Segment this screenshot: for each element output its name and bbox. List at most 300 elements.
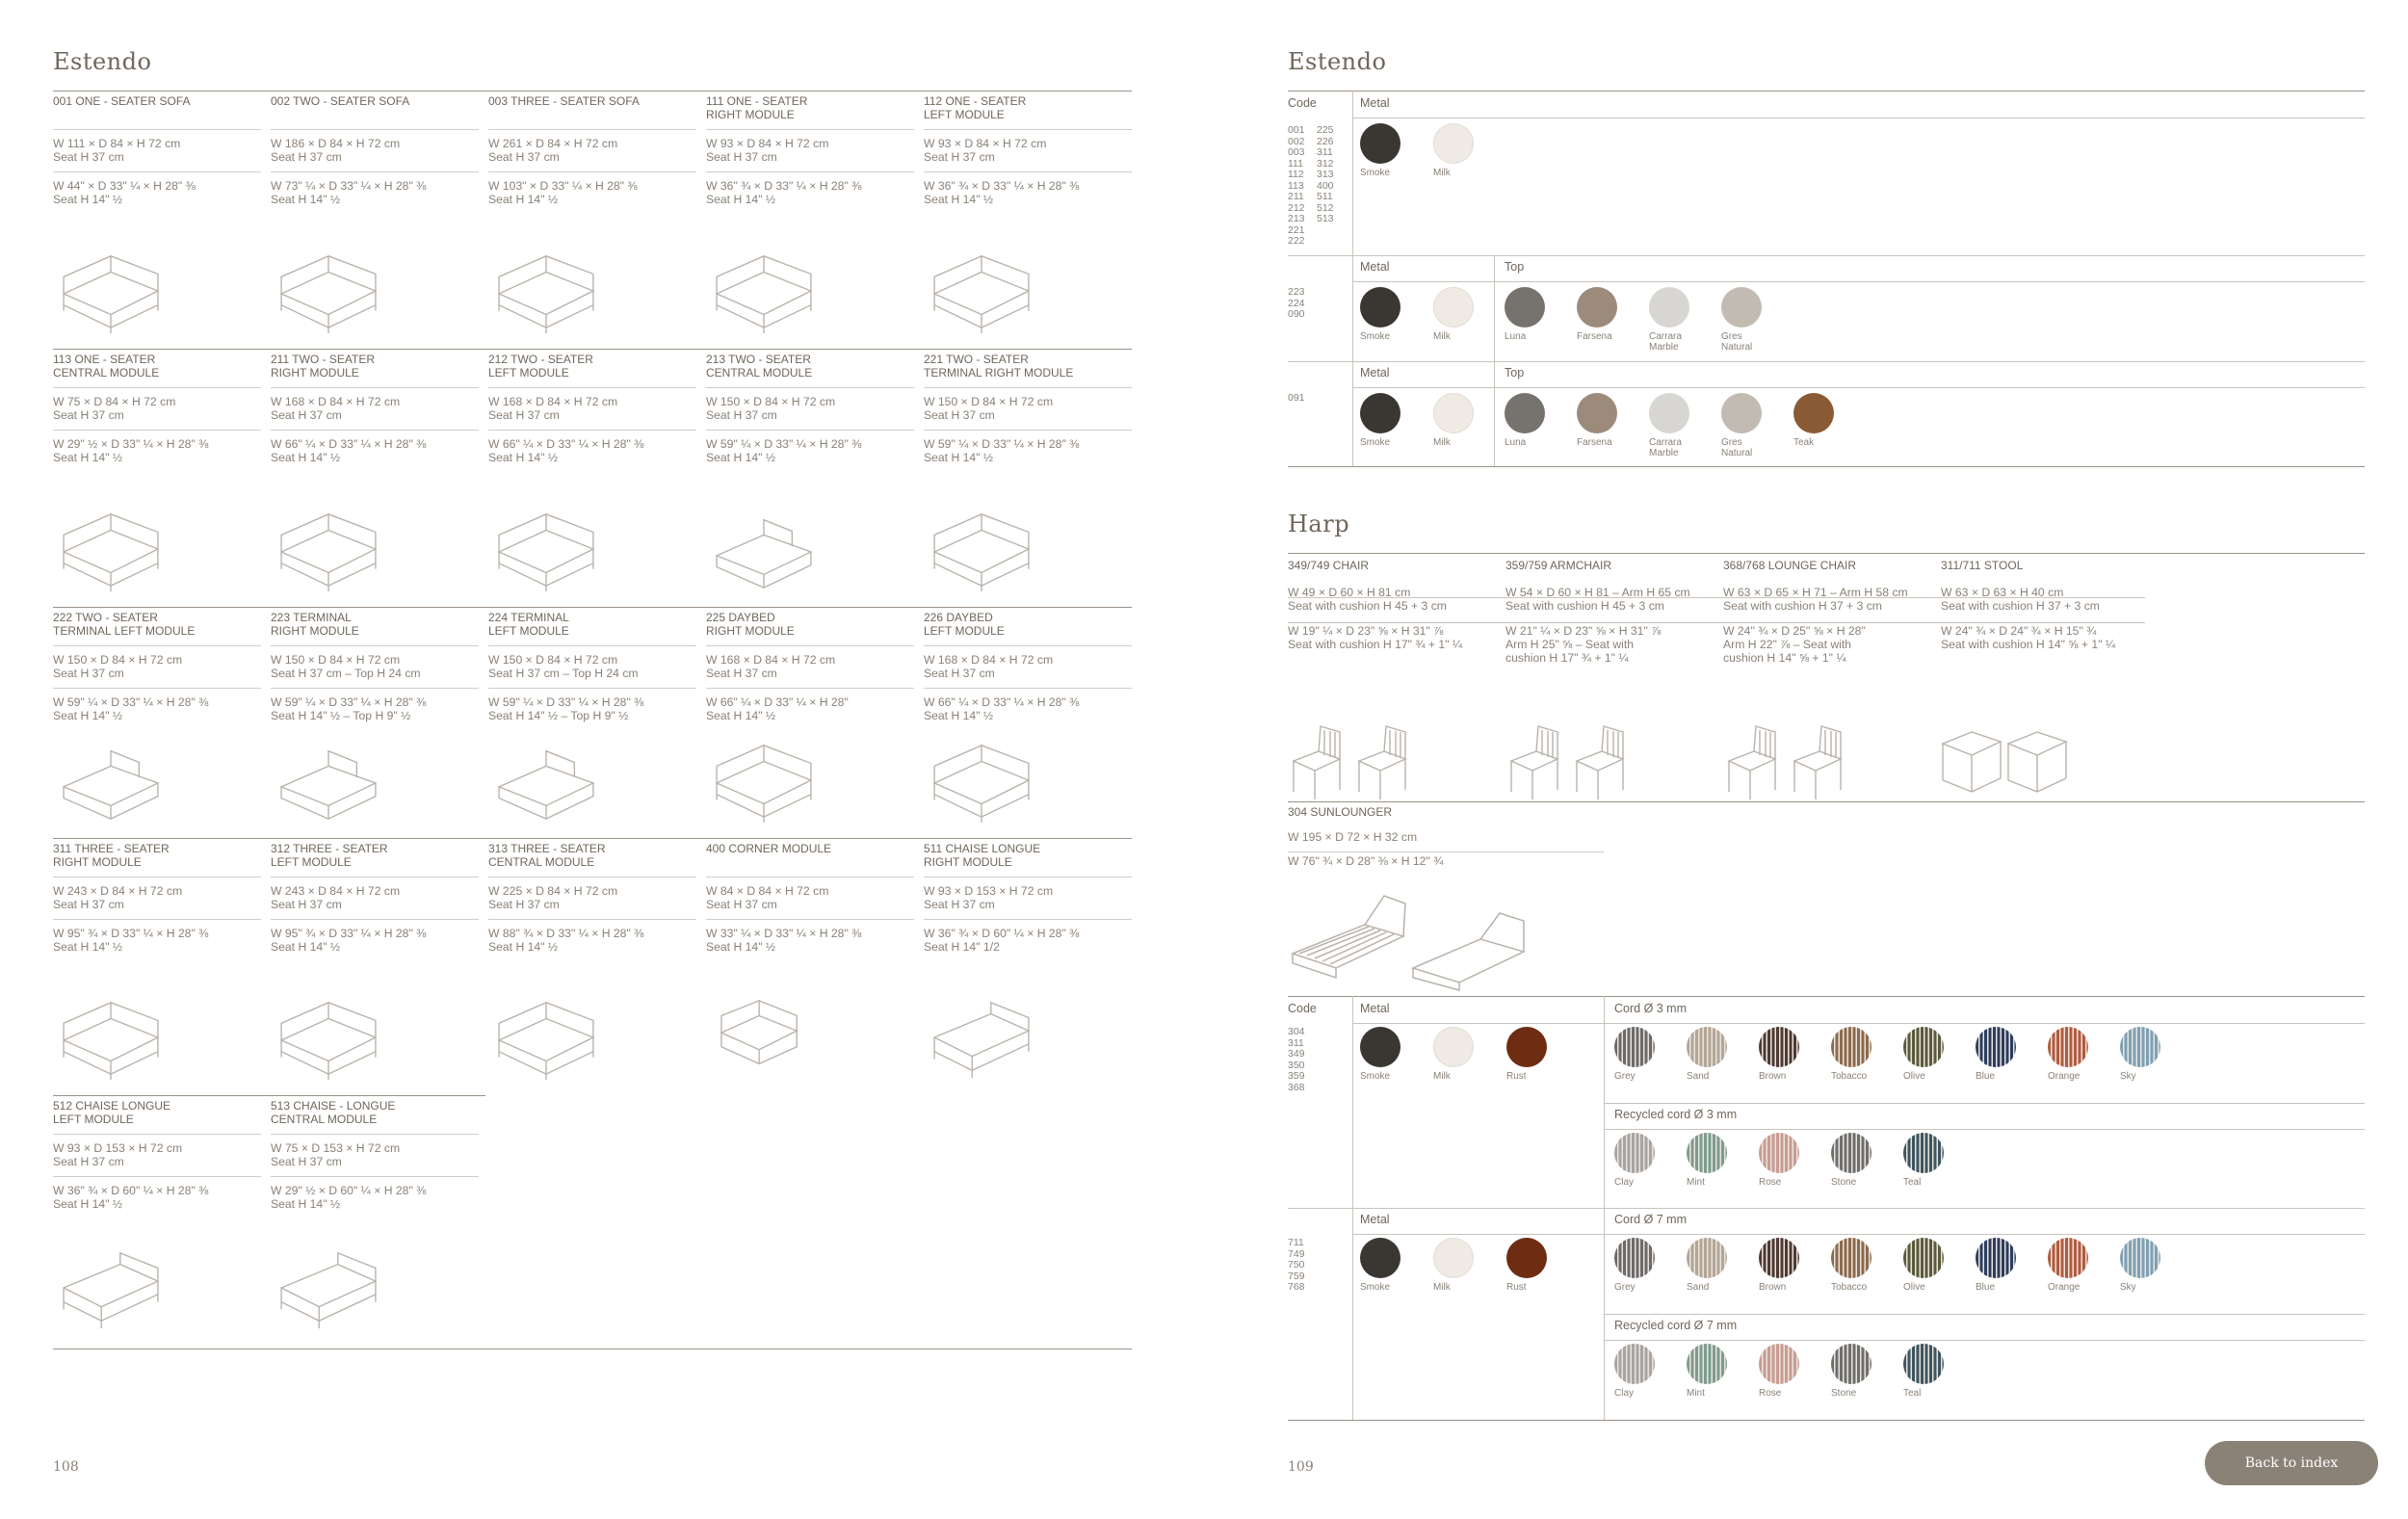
swatch-dot bbox=[1831, 1133, 1871, 1173]
swatch-label: Stone bbox=[1831, 1388, 1857, 1399]
swatch-label: Milk bbox=[1433, 437, 1451, 448]
color-swatch bbox=[1903, 1133, 1965, 1188]
color-swatch bbox=[1903, 1238, 1965, 1293]
code-list: 091 bbox=[1288, 392, 1305, 404]
swatch-label: Mint bbox=[1687, 1388, 1705, 1399]
color-swatch bbox=[1433, 393, 1495, 448]
swatch-dot bbox=[1649, 393, 1689, 433]
dimensions-inch: W 95" ¾ × D 33" ¼ × H 28" ⅜ Seat H 14" ½ bbox=[53, 927, 209, 954]
swatch-dot bbox=[1360, 393, 1400, 433]
product-name: 513 CHAISE - LONGUE CENTRAL MODULE bbox=[271, 1099, 396, 1126]
color-swatch bbox=[1759, 1027, 1820, 1082]
dimensions-inch: W 103" × D 33" ¼ × H 28" ⅜ Seat H 14" ½ bbox=[488, 179, 638, 206]
product-name: 003 THREE - SEATER SOFA bbox=[488, 94, 640, 108]
swatch-label: Smoke bbox=[1360, 437, 1391, 448]
color-swatch bbox=[1649, 287, 1711, 353]
product-card bbox=[271, 611, 479, 730]
color-swatch bbox=[1687, 1027, 1748, 1082]
product-name: 511 CHAISE LONGUE RIGHT MODULE bbox=[924, 842, 1041, 869]
dimensions-cm: W 75 × D 153 × H 72 cm Seat H 37 cm bbox=[271, 1141, 401, 1168]
harp-product-card bbox=[1505, 559, 1725, 665]
color-swatch bbox=[1687, 1133, 1748, 1188]
swatch-label: Milk bbox=[1433, 331, 1451, 342]
product-card bbox=[706, 353, 914, 472]
estendo-table-top-rule bbox=[1288, 91, 2365, 92]
product-name: 222 TWO - SEATER TERMINAL LEFT MODULE bbox=[53, 611, 196, 638]
color-swatch bbox=[1759, 1133, 1820, 1188]
swatch-label: Rose bbox=[1759, 1177, 1782, 1188]
code-header: Code bbox=[1288, 96, 1317, 110]
swatch-dot bbox=[1903, 1344, 1944, 1384]
dimensions-cm: W 261 × D 84 × H 72 cm Seat H 37 cm bbox=[488, 137, 618, 164]
swatch-label: Luna bbox=[1505, 437, 1527, 448]
product-sketch bbox=[53, 1245, 169, 1332]
swatch-dot bbox=[1759, 1027, 1799, 1067]
swatch-dot bbox=[1687, 1344, 1727, 1384]
color-swatch bbox=[1976, 1238, 2037, 1293]
product-card bbox=[53, 842, 261, 961]
product-sketch bbox=[924, 507, 1039, 593]
dimensions-inch: W 36" ¾ × D 33" ¼ × H 28" ⅜ Seat H 14" ½ bbox=[924, 179, 1080, 206]
product-sketch bbox=[53, 507, 169, 593]
swatch-dot bbox=[1506, 1238, 1547, 1278]
product-name: 212 TWO - SEATER LEFT MODULE bbox=[488, 353, 593, 380]
swatch-label: Farsena bbox=[1577, 331, 1612, 342]
swatch-label: Clay bbox=[1614, 1177, 1635, 1188]
color-swatch bbox=[1433, 287, 1495, 342]
dimensions-cm: W 84 × D 84 × H 72 cm Seat H 37 cm bbox=[706, 884, 829, 911]
product-sketch bbox=[488, 995, 604, 1082]
dimensions-inch: W 66" ¼ × D 33" ¼ × H 28" ⅜ Seat H 14" ½ bbox=[271, 437, 427, 464]
swatch-dot bbox=[1360, 1238, 1400, 1278]
swatch-dot bbox=[1614, 1344, 1655, 1384]
harp-product-sketch bbox=[1288, 722, 1432, 805]
color-swatch bbox=[1759, 1238, 1820, 1293]
product-sketch bbox=[271, 1245, 386, 1332]
swatch-label: Grey bbox=[1614, 1282, 1636, 1293]
product-name: 226 DAYBED LEFT MODULE bbox=[924, 611, 1005, 638]
product-name: 312 THREE - SEATER LEFT MODULE bbox=[271, 842, 388, 869]
swatch-label: Gres Natural bbox=[1721, 437, 1753, 458]
dimensions-cm: W 150 × D 84 × H 72 cm Seat H 37 cm – Top H 24 cm bbox=[488, 653, 639, 680]
swatch-dot bbox=[2120, 1238, 2160, 1278]
product-name: 311 THREE - SEATER RIGHT MODULE bbox=[53, 842, 170, 869]
product-name: 002 TWO - SEATER SOFA bbox=[271, 94, 410, 108]
harp-product-sketch bbox=[1505, 722, 1650, 805]
swatch-dot bbox=[1759, 1344, 1799, 1384]
color-swatch bbox=[1433, 1238, 1495, 1293]
product-name: 224 TERMINAL LEFT MODULE bbox=[488, 611, 569, 638]
swatch-label: Smoke bbox=[1360, 1282, 1391, 1293]
swatch-dot bbox=[1831, 1238, 1871, 1278]
product-card bbox=[924, 94, 1132, 214]
swatch-dot bbox=[1976, 1027, 2016, 1067]
dimensions-inch: W 36" ¾ × D 33" ¼ × H 28" ⅜ Seat H 14" ½ bbox=[706, 179, 862, 206]
swatch-label: Clay bbox=[1614, 1388, 1635, 1399]
metal-header: Metal bbox=[1360, 96, 1390, 110]
product-card bbox=[706, 94, 914, 214]
swatch-label: Blue bbox=[1976, 1071, 1996, 1082]
dimensions-inch: W 36" ¾ × D 60" ¼ × H 28" ⅜ Seat H 14" ½ bbox=[53, 1184, 209, 1211]
swatch-dot bbox=[1903, 1027, 1944, 1067]
swatch-dot bbox=[1721, 393, 1762, 433]
top-header: Top bbox=[1505, 260, 1525, 274]
swatch-label: Milk bbox=[1433, 1282, 1451, 1293]
dimensions-inch: W 29" ½ × D 60" ¼ × H 28" ⅜ Seat H 14" ½ bbox=[271, 1184, 427, 1211]
color-swatch bbox=[1903, 1344, 1965, 1399]
swatch-label: Smoke bbox=[1360, 168, 1391, 178]
dimensions-inch: W 59" ¼ × D 33" ¼ × H 28" ⅜ Seat H 14" ½ – Top H 9" ½ bbox=[488, 695, 644, 722]
color-swatch bbox=[1831, 1344, 1893, 1399]
product-name: 349/749 CHAIR bbox=[1288, 559, 1370, 572]
dimensions-cm: W 243 × D 84 × H 72 cm Seat H 37 cm bbox=[271, 884, 401, 911]
color-swatch bbox=[2048, 1238, 2109, 1293]
color-swatch bbox=[1687, 1344, 1748, 1399]
dimensions-cm: W 75 × D 84 × H 72 cm Seat H 37 cm bbox=[53, 395, 176, 422]
dimensions-inch: W 76" ¾ × D 28" ⅜ × H 12" ¾ bbox=[1288, 854, 1444, 868]
swatch-dot bbox=[1976, 1238, 2016, 1278]
dimensions-cm: W 186 × D 84 × H 72 cm Seat H 37 cm bbox=[271, 137, 401, 164]
color-swatch bbox=[1433, 1027, 1495, 1082]
harp-product-card bbox=[1723, 559, 1943, 665]
product-card bbox=[706, 611, 914, 730]
product-name: 311/711 STOOL bbox=[1941, 559, 2024, 572]
top-header: Top bbox=[1505, 366, 1525, 380]
color-swatch bbox=[1831, 1238, 1893, 1293]
color-swatch bbox=[1577, 393, 1638, 448]
product-sketch bbox=[488, 507, 604, 593]
color-swatch bbox=[1505, 393, 1566, 448]
color-swatch bbox=[2120, 1027, 2182, 1082]
swatch-label: Luna bbox=[1505, 331, 1527, 342]
color-swatch bbox=[1506, 1027, 1568, 1082]
dimensions-cm: W 168 × D 84 × H 72 cm Seat H 37 cm bbox=[488, 395, 618, 422]
color-swatch bbox=[1614, 1133, 1676, 1188]
product-sketch bbox=[271, 995, 386, 1082]
dimensions-cm: W 49 × D 60 × H 81 cm Seat with cushion H 45 + 3 cm bbox=[1288, 586, 1447, 613]
product-name: 512 CHAISE LONGUE LEFT MODULE bbox=[53, 1099, 171, 1126]
swatch-label: Orange bbox=[2048, 1071, 2081, 1082]
color-swatch bbox=[1793, 393, 1855, 448]
dimensions-inch: W 66" ¼ × D 33" ¼ × H 28" ⅜ Seat H 14" ½ bbox=[488, 437, 644, 464]
code-list: 711 749 750 759 768 bbox=[1288, 1237, 1305, 1293]
color-swatch bbox=[1360, 393, 1422, 448]
product-card bbox=[924, 611, 1132, 730]
product-card bbox=[271, 353, 479, 472]
product-card bbox=[271, 1099, 479, 1218]
dimensions-cm: W 54 × D 60 × H 81 – Arm H 65 cm Seat with cushion H 45 + 3 cm bbox=[1505, 586, 1690, 613]
swatch-label: Milk bbox=[1433, 1071, 1451, 1082]
dimensions-cm: W 150 × D 84 × H 72 cm Seat H 37 cm bbox=[924, 395, 1054, 422]
swatch-label: Stone bbox=[1831, 1177, 1857, 1188]
swatch-label: Teal bbox=[1903, 1177, 1922, 1188]
dimensions-inch: W 59" ¼ × D 33" ¼ × H 28" ⅜ Seat H 14" ½ – Top H 9" ½ bbox=[271, 695, 427, 722]
dimensions-cm: W 150 × D 84 × H 72 cm Seat H 37 cm – Top H 24 cm bbox=[271, 653, 421, 680]
swatch-label: Rust bbox=[1506, 1071, 1527, 1082]
swatch-label: Teak bbox=[1793, 437, 1815, 448]
swatch-dot bbox=[1360, 123, 1400, 164]
swatch-dot bbox=[1506, 1027, 1547, 1067]
swatch-dot bbox=[1433, 123, 1474, 164]
code-header: Code bbox=[1288, 1002, 1317, 1015]
swatch-dot bbox=[1759, 1133, 1799, 1173]
product-sketch bbox=[53, 249, 169, 335]
product-card bbox=[488, 611, 696, 730]
swatch-label: Tobacco bbox=[1831, 1282, 1868, 1293]
swatch-dot bbox=[1831, 1027, 1871, 1067]
swatch-label: Teal bbox=[1903, 1388, 1922, 1399]
swatch-label: Sky bbox=[2120, 1071, 2136, 1082]
page-number-right: 109 bbox=[1288, 1459, 1314, 1475]
swatch-label: Blue bbox=[1976, 1282, 1996, 1293]
product-name: 368/768 LOUNGE CHAIR bbox=[1723, 559, 1857, 572]
dimensions-cm: W 93 × D 153 × H 72 cm Seat H 37 cm bbox=[924, 884, 1054, 911]
cord-header: Cord Ø 3 mm bbox=[1614, 1002, 1688, 1015]
color-swatch bbox=[1614, 1344, 1676, 1399]
swatch-dot bbox=[1360, 287, 1400, 327]
product-sketch bbox=[271, 738, 386, 825]
swatch-label: Smoke bbox=[1360, 331, 1391, 342]
page-number-left: 108 bbox=[53, 1459, 79, 1475]
dimensions-inch: W 95" ¾ × D 33" ¼ × H 28" ⅜ Seat H 14" ½ bbox=[271, 927, 427, 954]
product-card bbox=[271, 94, 479, 214]
harp-title: Harp bbox=[1288, 511, 1350, 537]
dimensions-cm: W 150 × D 84 × H 72 cm Seat H 37 cm bbox=[53, 653, 183, 680]
swatch-dot bbox=[1614, 1027, 1655, 1067]
color-swatch bbox=[1505, 287, 1566, 342]
dimensions-inch: W 19" ¼ × D 23" ⅝ × H 31" ⅞ Seat with cushion H 17" ¾ + 1" ¼ bbox=[1288, 624, 1463, 651]
swatch-dot bbox=[1433, 1027, 1474, 1067]
dimensions-cm: W 150 × D 84 × H 72 cm Seat H 37 cm bbox=[706, 395, 836, 422]
metal-header: Metal bbox=[1360, 260, 1390, 274]
product-card bbox=[488, 353, 696, 472]
color-swatch bbox=[1614, 1238, 1676, 1293]
product-card bbox=[488, 94, 696, 214]
product-name: 213 TWO - SEATER CENTRAL MODULE bbox=[706, 353, 813, 380]
dimensions-inch: W 66" ¼ × D 33" ¼ × H 28" Seat H 14" ½ bbox=[706, 695, 849, 722]
swatch-label: Olive bbox=[1903, 1282, 1925, 1293]
sunlounger-sketch bbox=[1288, 886, 1538, 992]
color-swatch bbox=[1360, 287, 1422, 342]
product-sketch bbox=[706, 738, 822, 825]
left-page-title: Estendo bbox=[53, 48, 152, 75]
swatch-dot bbox=[1614, 1238, 1655, 1278]
swatch-dot bbox=[1903, 1238, 1944, 1278]
swatch-dot bbox=[1360, 1027, 1400, 1067]
swatch-label: Milk bbox=[1433, 168, 1451, 178]
color-swatch bbox=[1614, 1027, 1676, 1082]
product-card bbox=[53, 1099, 261, 1218]
code-list-2: 225 226 311 312 313 400 511 512 513 bbox=[1317, 124, 1334, 224]
swatch-dot bbox=[1687, 1027, 1727, 1067]
dimensions-inch: W 33" ¼ × D 33" ¼ × H 28" ⅜ Seat H 14" ½ bbox=[706, 927, 862, 954]
color-swatch bbox=[1649, 393, 1711, 458]
product-name: 112 ONE - SEATER LEFT MODULE bbox=[924, 94, 1027, 121]
swatch-dot bbox=[1433, 393, 1474, 433]
dimensions-cm: W 195 × D 72 × H 32 cm bbox=[1288, 830, 1418, 844]
swatch-label: Brown bbox=[1759, 1071, 1787, 1082]
dimensions-inch: W 44" × D 33" ¼ × H 28" ⅜ Seat H 14" ½ bbox=[53, 179, 196, 206]
product-sketch bbox=[271, 507, 386, 593]
swatch-dot bbox=[1433, 287, 1474, 327]
product-sketch bbox=[706, 995, 822, 1082]
dimensions-inch: W 21" ¼ × D 23" ⅝ × H 31" ⅞ Arm H 25" ⅝ – Seat with cushion H 17" ¾ + 1" ¼ bbox=[1505, 624, 1662, 665]
metal-header: Metal bbox=[1360, 366, 1390, 380]
swatch-dot bbox=[1687, 1133, 1727, 1173]
dimensions-cm: W 168 × D 84 × H 72 cm Seat H 37 cm bbox=[271, 395, 401, 422]
swatch-dot bbox=[1505, 393, 1545, 433]
product-sketch bbox=[53, 738, 169, 825]
product-sketch bbox=[924, 995, 1039, 1082]
recycled-cord-header: Recycled cord Ø 7 mm bbox=[1614, 1319, 1738, 1332]
product-name: 359/759 ARMCHAIR bbox=[1505, 559, 1612, 572]
product-card bbox=[924, 842, 1132, 961]
code-list: 001 002 003 111 112 113 211 212 213 221 222 bbox=[1288, 124, 1305, 247]
dimensions-cm: W 225 × D 84 × H 72 cm Seat H 37 cm bbox=[488, 884, 618, 911]
swatch-dot bbox=[1903, 1133, 1944, 1173]
harp-product-sketch bbox=[1723, 722, 1868, 805]
swatch-label: Rose bbox=[1759, 1388, 1782, 1399]
color-swatch bbox=[1687, 1238, 1748, 1293]
dimensions-inch: W 73" ¼ × D 33" ¼ × H 28" ⅜ Seat H 14" ½ bbox=[271, 179, 427, 206]
swatch-dot bbox=[1505, 287, 1545, 327]
product-card bbox=[53, 353, 261, 472]
color-swatch bbox=[1831, 1027, 1893, 1082]
harp-rule bbox=[1288, 553, 2365, 554]
swatch-label: Sand bbox=[1687, 1282, 1710, 1293]
swatch-label: Gres Natural bbox=[1721, 331, 1753, 353]
dimensions-inch: W 66" ¼ × D 33" ¼ × H 28" ⅜ Seat H 14" ½ bbox=[924, 695, 1080, 722]
color-swatch bbox=[1831, 1133, 1893, 1188]
product-sketch bbox=[53, 995, 169, 1082]
product-card bbox=[53, 94, 261, 214]
color-swatch bbox=[1721, 287, 1783, 353]
dimensions-cm: W 168 × D 84 × H 72 cm Seat H 37 cm bbox=[706, 653, 836, 680]
dimensions-inch: W 29" ½ × D 33" ¼ × H 28" ⅜ Seat H 14" ½ bbox=[53, 437, 209, 464]
dimensions-inch: W 88" ¾ × D 33" ¼ × H 28" ⅜ Seat H 14" ½ bbox=[488, 927, 644, 954]
swatch-label: Mint bbox=[1687, 1177, 1705, 1188]
color-swatch bbox=[1360, 1238, 1422, 1293]
swatch-dot bbox=[1687, 1238, 1727, 1278]
product-name: 113 ONE - SEATER CENTRAL MODULE bbox=[53, 353, 160, 380]
dimensions-cm: W 243 × D 84 × H 72 cm Seat H 37 cm bbox=[53, 884, 183, 911]
product-card bbox=[271, 842, 479, 961]
dimensions-inch: W 24" ¾ × D 24" ¾ × H 15" ¾ Seat with cushion H 14" ⅝ + 1" ¼ bbox=[1941, 624, 2116, 651]
dimensions-inch: W 59" ¼ × D 33" ¼ × H 28" ⅜ Seat H 14" ½ bbox=[706, 437, 862, 464]
code-list: 304 311 349 350 359 368 bbox=[1288, 1026, 1305, 1093]
product-name: 400 CORNER MODULE bbox=[706, 842, 832, 855]
product-sketch bbox=[706, 249, 822, 335]
swatch-label: Sand bbox=[1687, 1071, 1710, 1082]
swatch-label: Grey bbox=[1614, 1071, 1636, 1082]
product-name: 313 THREE - SEATER CENTRAL MODULE bbox=[488, 842, 606, 869]
swatch-label: Smoke bbox=[1360, 1071, 1391, 1082]
product-name: 001 ONE - SEATER SOFA bbox=[53, 94, 191, 108]
right-page-title: Estendo bbox=[1288, 48, 1387, 75]
dimensions-inch: W 24" ¾ × D 25" ⅝ × H 28" Arm H 22" ⅞ – Seat with cushion H 14" ⅝ + 1" ¼ bbox=[1723, 624, 1866, 665]
product-sketch bbox=[706, 507, 822, 593]
product-name: 223 TERMINAL RIGHT MODULE bbox=[271, 611, 359, 638]
dimensions-cm: W 63 × D 65 × H 71 – Arm H 58 cm Seat with cushion H 37 + 3 cm bbox=[1723, 586, 1908, 613]
metal-header: Metal bbox=[1360, 1213, 1390, 1226]
title-rule bbox=[53, 91, 1132, 92]
swatch-dot bbox=[2120, 1027, 2160, 1067]
color-swatch bbox=[1433, 123, 1495, 178]
product-sketch bbox=[488, 738, 604, 825]
swatch-dot bbox=[1614, 1133, 1655, 1173]
dimensions-inch: W 59" ¼ × D 33" ¼ × H 28" ⅜ Seat H 14" ½ bbox=[53, 695, 209, 722]
product-name: 221 TWO - SEATER TERMINAL RIGHT MODULE bbox=[924, 353, 1074, 380]
swatch-dot bbox=[2048, 1027, 2088, 1067]
harp-product-card bbox=[1941, 559, 2160, 651]
back-to-index-button[interactable]: Back to index bbox=[2205, 1441, 2378, 1485]
swatch-label: Sky bbox=[2120, 1282, 2136, 1293]
dimensions-cm: W 111 × D 84 × H 72 cm Seat H 37 cm bbox=[53, 137, 181, 164]
swatch-label: Carrara Marble bbox=[1649, 331, 1682, 353]
swatch-label: Orange bbox=[2048, 1282, 2081, 1293]
color-swatch bbox=[1759, 1344, 1820, 1399]
sunlounger-block bbox=[1288, 805, 1635, 876]
swatch-label: Rust bbox=[1506, 1282, 1527, 1293]
swatch-dot bbox=[1577, 287, 1617, 327]
product-card bbox=[488, 842, 696, 961]
color-swatch bbox=[1577, 287, 1638, 342]
swatch-label: Farsena bbox=[1577, 437, 1612, 448]
product-name: 211 TWO - SEATER RIGHT MODULE bbox=[271, 353, 376, 380]
swatch-dot bbox=[1649, 287, 1689, 327]
harp-product-sketch bbox=[1941, 722, 2085, 805]
dimensions-cm: W 93 × D 84 × H 72 cm Seat H 37 cm bbox=[706, 137, 829, 164]
swatch-dot bbox=[1577, 393, 1617, 433]
swatch-dot bbox=[2048, 1238, 2088, 1278]
product-card bbox=[706, 842, 914, 961]
swatch-label: Olive bbox=[1903, 1071, 1925, 1082]
product-sketch bbox=[924, 249, 1039, 335]
product-sketch bbox=[488, 249, 604, 335]
swatch-dot bbox=[1831, 1344, 1871, 1384]
product-name: 304 SUNLOUNGER bbox=[1288, 805, 1393, 819]
swatch-dot bbox=[1433, 1238, 1474, 1278]
recycled-cord-header: Recycled cord Ø 3 mm bbox=[1614, 1108, 1738, 1121]
product-sketch bbox=[271, 249, 386, 335]
color-swatch bbox=[1721, 393, 1783, 458]
dimensions-inch: W 59" ¼ × D 33" ¼ × H 28" ⅜ Seat H 14" ½ bbox=[924, 437, 1080, 464]
color-swatch bbox=[2048, 1027, 2109, 1082]
dimensions-cm: W 93 × D 84 × H 72 cm Seat H 37 cm bbox=[924, 137, 1047, 164]
product-name: 111 ONE - SEATER RIGHT MODULE bbox=[706, 94, 808, 121]
dimensions-cm: W 93 × D 153 × H 72 cm Seat H 37 cm bbox=[53, 1141, 183, 1168]
color-swatch bbox=[2120, 1238, 2182, 1293]
harp-product-card bbox=[1288, 559, 1507, 651]
code-list: 223 224 090 bbox=[1288, 286, 1305, 320]
color-swatch bbox=[1360, 1027, 1422, 1082]
swatch-label: Carrara Marble bbox=[1649, 437, 1682, 458]
color-swatch bbox=[1976, 1027, 2037, 1082]
swatch-dot bbox=[1759, 1238, 1799, 1278]
dimensions-cm: W 168 × D 84 × H 72 cm Seat H 37 cm bbox=[924, 653, 1054, 680]
dimensions-cm: W 63 × D 63 × H 40 cm Seat with cushion H 37 + 3 cm bbox=[1941, 586, 2100, 613]
product-card bbox=[924, 353, 1132, 472]
swatch-dot bbox=[1793, 393, 1834, 433]
swatch-dot bbox=[1721, 287, 1762, 327]
product-sketch bbox=[924, 738, 1039, 825]
color-swatch bbox=[1360, 123, 1422, 178]
dimensions-inch: W 36" ¾ × D 60" ¼ × H 28" ⅜ Seat H 14" 1/2 bbox=[924, 927, 1080, 954]
product-name: 225 DAYBED RIGHT MODULE bbox=[706, 611, 795, 638]
swatch-label: Brown bbox=[1759, 1282, 1787, 1293]
color-swatch bbox=[1506, 1238, 1568, 1293]
color-swatch bbox=[1903, 1027, 1965, 1082]
